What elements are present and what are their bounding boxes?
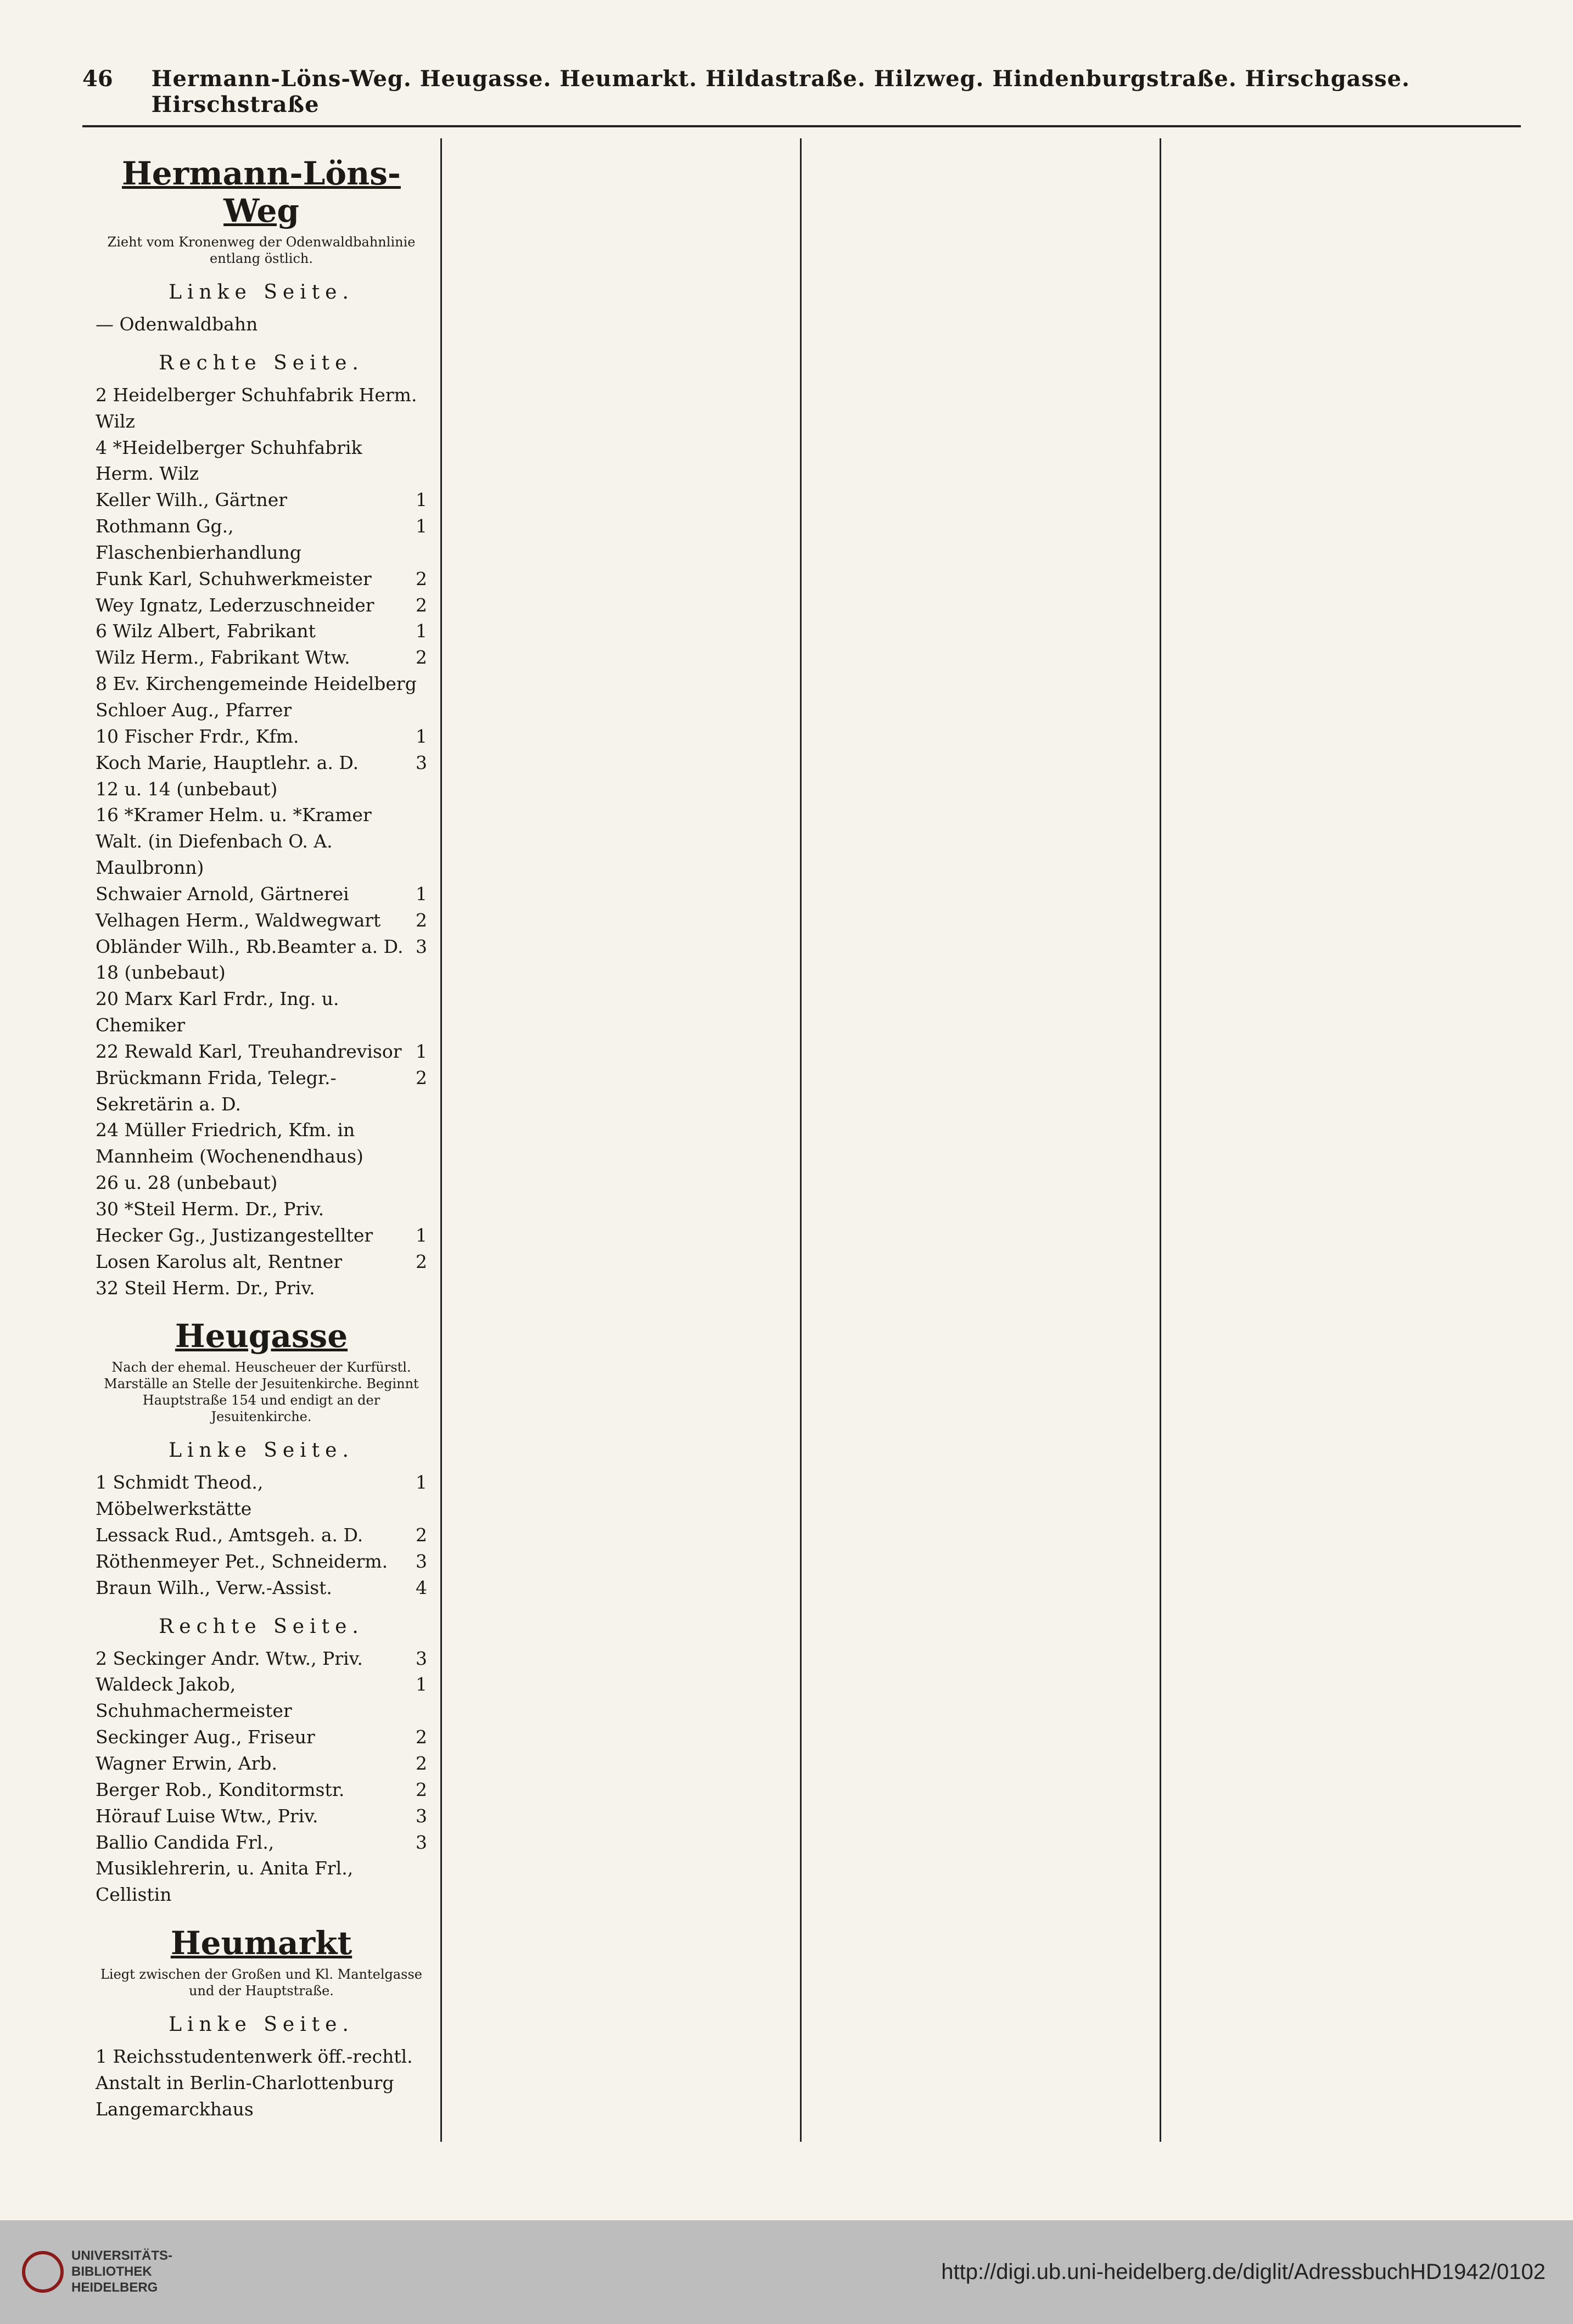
floor-number: 2 bbox=[416, 1752, 427, 1774]
entry bbox=[96, 1222, 427, 1249]
entry-text: Obländer Wilh., Rb.Beamter a. D. bbox=[96, 935, 404, 957]
entry-text: 2 Seckinger Andr. Wtw., Priv. bbox=[96, 1647, 363, 1669]
floor-number: 2 bbox=[416, 568, 427, 590]
floor-number: 4 bbox=[416, 1576, 427, 1598]
entry bbox=[96, 750, 427, 776]
entry-text: 32 Steil Herm. Dr., Priv. bbox=[96, 1277, 315, 1299]
entry-text: Funk Karl, Schuhwerkmeister bbox=[96, 568, 372, 590]
floor-number: 1 bbox=[416, 1472, 427, 1494]
entry-text: Hörauf Luise Wtw., Priv. bbox=[96, 1805, 318, 1827]
floor-number: 2 bbox=[416, 1524, 427, 1546]
floor-number: 1 bbox=[416, 515, 427, 537]
side-heading: Linke Seite. bbox=[169, 2013, 354, 2036]
entry bbox=[96, 1548, 427, 1575]
entry bbox=[96, 1724, 427, 1750]
entry bbox=[96, 802, 427, 881]
entry bbox=[96, 1777, 427, 1803]
entry bbox=[96, 1117, 427, 1170]
floor-number: 2 bbox=[416, 909, 427, 931]
entry-text: Velhagen Herm., Waldwegwart bbox=[96, 909, 381, 931]
entry-text: Rothmann Gg., Flaschenbierhandlung bbox=[96, 515, 302, 563]
side-heading: Rechte Seite. bbox=[159, 351, 364, 374]
columns bbox=[82, 138, 1521, 2142]
entry bbox=[96, 1829, 427, 1908]
entry bbox=[96, 1671, 427, 1724]
entry-text: Waldeck Jakob, Schuhmachermeister bbox=[96, 1674, 292, 1722]
page bbox=[82, 66, 1521, 2142]
page-number: 46 bbox=[82, 66, 113, 92]
entry bbox=[96, 1750, 427, 1777]
entry bbox=[96, 986, 427, 1038]
street-heading: Heugasse bbox=[175, 1317, 348, 1355]
entry-text: Hecker Gg., Justizangestellter bbox=[96, 1224, 373, 1246]
running-title: Hermann-Löns-Weg. Heugasse. Heumarkt. Hildastraße. Hilzweg. Hindenburgstraße. Hirschgasse. Hirschstraße bbox=[151, 66, 1410, 117]
entry-list bbox=[96, 1646, 427, 1908]
floor-number: 2 bbox=[416, 1250, 427, 1272]
floor-number: 3 bbox=[416, 1647, 427, 1669]
entry-text: Röthenmeyer Pet., Schneiderm. bbox=[96, 1550, 388, 1572]
entry-text: 2 Heidelberger Schuhfabrik Herm. Wilz bbox=[96, 384, 417, 432]
entry-text: 12 u. 14 (unbebaut) bbox=[96, 778, 278, 800]
entry-text: 6 Wilz Albert, Fabrikant bbox=[96, 620, 316, 642]
entry bbox=[96, 697, 427, 723]
library-name: UNIVERSITÄTS- BIBLIOTHEK HEIDELBERG bbox=[71, 2248, 173, 2295]
column-1 bbox=[82, 138, 442, 2142]
floor-number: 2 bbox=[416, 1066, 427, 1088]
entry-text: Schwaier Arnold, Gärtnerei bbox=[96, 883, 349, 905]
floor-number: 1 bbox=[416, 883, 427, 905]
entry-list bbox=[96, 382, 427, 1301]
entry bbox=[96, 644, 427, 671]
side-heading: Rechte Seite. bbox=[159, 1615, 364, 1638]
entry bbox=[96, 487, 427, 513]
entry bbox=[96, 382, 427, 435]
entry-text: 1 Schmidt Theod., Möbelwerkstätte bbox=[96, 1472, 264, 1520]
entry-text: 18 (unbebaut) bbox=[96, 962, 226, 984]
page-header bbox=[82, 66, 1521, 127]
column-3 bbox=[802, 138, 1161, 2142]
entry-list bbox=[96, 1469, 427, 1601]
floor-number: 2 bbox=[416, 594, 427, 616]
entry-text: Braun Wilh., Verw.-Assist. bbox=[96, 1576, 332, 1598]
entry-text: Lessack Rud., Amtsgeh. a. D. bbox=[96, 1524, 363, 1546]
entry-text: 26 u. 28 (unbebaut) bbox=[96, 1172, 278, 1194]
floor-number: 3 bbox=[416, 935, 427, 957]
floor-number: 3 bbox=[416, 751, 427, 773]
street-heading: Hermann-Löns-Weg bbox=[122, 155, 401, 229]
entry-text: Wilz Herm., Fabrikant Wtw. bbox=[96, 647, 350, 669]
entry-text: Losen Karolus alt, Rentner bbox=[96, 1250, 343, 1272]
floor-number: 1 bbox=[416, 1674, 427, 1696]
entry bbox=[96, 959, 427, 986]
entry bbox=[96, 881, 427, 907]
floor-number: 3 bbox=[416, 1550, 427, 1572]
floor-number: 2 bbox=[416, 1778, 427, 1800]
library-logo bbox=[22, 2248, 172, 2295]
entry bbox=[96, 1469, 427, 1522]
street-heading: Heumarkt bbox=[170, 1924, 352, 1962]
entry bbox=[96, 1170, 427, 1196]
entry-text: Brückmann Frida, Telegr.-Sekretärin a. D. bbox=[96, 1066, 337, 1115]
entry bbox=[96, 566, 427, 592]
entry: 1 Reichsstudentenwerk öff.-rechtl. Anstalt in Berlin-Charlottenburg Langemarckhaus bbox=[96, 2046, 413, 2120]
street-description: Nach der ehemal. Heuscheuer der Kurfürstl. Marställe an Stelle der Jesuitenkirche. Beginnt Hauptstraße 154 und endigt an der Jesuitenkirche. bbox=[104, 1360, 419, 1425]
floor-number: 3 bbox=[416, 1805, 427, 1827]
entry bbox=[96, 776, 427, 802]
library-emblem-icon bbox=[22, 2251, 64, 2293]
floor-number: 3 bbox=[416, 1831, 427, 1853]
entry-text: Keller Wilh., Gärtner bbox=[96, 489, 287, 511]
entry-text: Koch Marie, Hauptlehr. a. D. bbox=[96, 751, 359, 773]
entry bbox=[96, 671, 427, 697]
entry bbox=[96, 1065, 427, 1118]
entry-text: Berger Rob., Konditormstr. bbox=[96, 1778, 345, 1800]
entry bbox=[96, 934, 427, 960]
entry-text: 22 Rewald Karl, Treuhandrevisor bbox=[96, 1040, 402, 1062]
entry-text: Wey Ignatz, Lederzuschneider bbox=[96, 594, 374, 616]
street-description: Liegt zwischen der Großen und Kl. Mantelgasse und der Hauptstraße. bbox=[100, 1967, 423, 1999]
entry-text: 30 *Steil Herm. Dr., Priv. bbox=[96, 1198, 324, 1220]
entry-text: 8 Ev. Kirchengemeinde Heidelberg bbox=[96, 673, 417, 695]
source-url-link[interactable]: http://digi.ub.uni-heidelberg.de/diglit/AdressbuchHD1942/0102 bbox=[941, 2260, 1546, 2284]
entry bbox=[96, 618, 427, 644]
footer-bar bbox=[0, 2220, 1573, 2324]
entry-text: 24 Müller Friedrich, Kfm. in Mannheim (Wochenendhaus) bbox=[96, 1119, 363, 1167]
floor-number: 2 bbox=[416, 1726, 427, 1748]
entry bbox=[96, 435, 427, 487]
floor-number: 2 bbox=[416, 647, 427, 669]
floor-number: 1 bbox=[416, 620, 427, 642]
entry bbox=[96, 1249, 427, 1275]
entry-text: Schloer Aug., Pfarrer bbox=[96, 699, 292, 721]
entry bbox=[96, 1196, 427, 1222]
entry bbox=[96, 1038, 427, 1065]
floor-number: 1 bbox=[416, 489, 427, 511]
entry bbox=[96, 1522, 427, 1548]
entry-text: 16 *Kramer Helm. u. *Kramer Walt. (in Diefenbach O. A. Maulbronn) bbox=[96, 804, 372, 879]
entry: — Odenwaldbahn bbox=[96, 313, 258, 335]
floor-number: 1 bbox=[416, 725, 427, 747]
side-heading: Linke Seite. bbox=[169, 281, 354, 304]
entry bbox=[96, 1275, 427, 1301]
entry-text: Ballio Candida Frl., Musiklehrerin, u. Anita Frl., Cellistin bbox=[96, 1831, 354, 1906]
street-description: Zieht vom Kronenweg der Odenwaldbahnlinie entlang östlich. bbox=[107, 234, 416, 266]
entry-text: 4 *Heidelberger Schuhfabrik Herm. Wilz bbox=[96, 436, 362, 485]
entry-text: 20 Marx Karl Frdr., Ing. u. Chemiker bbox=[96, 988, 339, 1036]
column-2 bbox=[442, 138, 802, 2142]
entry bbox=[96, 907, 427, 934]
floor-number: 1 bbox=[416, 1224, 427, 1246]
floor-number: 1 bbox=[416, 1040, 427, 1062]
entry bbox=[96, 1646, 427, 1672]
entry-text: 10 Fischer Frdr., Kfm. bbox=[96, 725, 299, 747]
entry bbox=[96, 513, 427, 566]
entry bbox=[96, 723, 427, 750]
entry bbox=[96, 592, 427, 619]
entry bbox=[96, 1575, 427, 1601]
entry-text: Seckinger Aug., Friseur bbox=[96, 1726, 315, 1748]
entry-text: Wagner Erwin, Arb. bbox=[96, 1752, 278, 1774]
entry bbox=[96, 1803, 427, 1829]
side-heading: Linke Seite. bbox=[169, 1439, 354, 1462]
column-4 bbox=[1161, 138, 1521, 2142]
